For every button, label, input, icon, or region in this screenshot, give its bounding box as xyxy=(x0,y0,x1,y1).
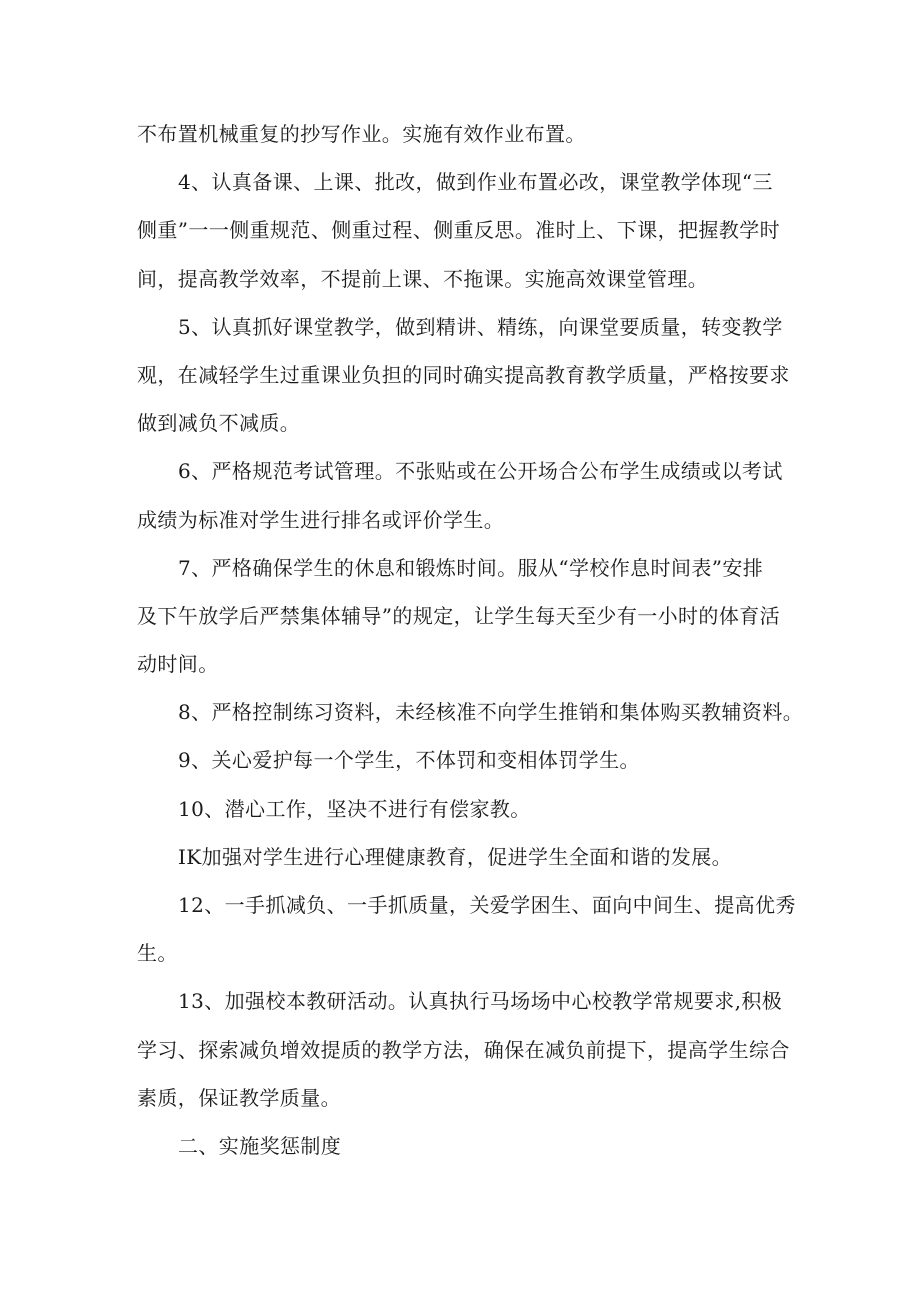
doc-line: 素质，保证教学质量。 xyxy=(137,1085,341,1110)
doc-line: 不布置机械重复的抄写作业。实施有效作业布置。 xyxy=(137,122,586,146)
doc-line: 5、认真抓好课堂教学，做到精讲、精练，向课堂要质量，转变教学 xyxy=(178,314,783,339)
doc-line: 9、关心爱护每一个学生，不体罚和变相体罚学生。 xyxy=(178,748,640,773)
doc-line: 学习、探索减负增效提质的教学方法，确保在减负前提下，提高学生综合 xyxy=(137,1037,790,1062)
doc-line: 4、认真备课、上课、批改，做到作业布置必改，课堂教学体现“三 xyxy=(178,170,773,195)
doc-line: 6、严格规范考试管理。不张贴或在公开场合公布学生成绩或以考试 xyxy=(178,459,783,484)
doc-line: 13、加强校本教研活动。认真执行马场场中心校教学常规要求,积极 xyxy=(178,989,783,1014)
doc-line: 10、潜心工作，坚决不进行有偿家教。 xyxy=(178,796,531,821)
doc-line: 做到减负不减质。 xyxy=(137,411,301,436)
doc-line: 8、严格控制练习资料，未经核准不向学生推销和集体购买教辅资料。 xyxy=(178,700,804,725)
doc-line: 成绩为标准对学生进行排名或评价学生。 xyxy=(137,507,505,532)
doc-line: 12、一手抓减负、一手抓质量，关爱学困生、面向中间生、提高优秀 xyxy=(178,893,796,917)
doc-line: 动时间。 xyxy=(137,652,219,677)
doc-line: 生。 xyxy=(137,941,178,966)
doc-line: 7、严格确保学生的休息和锻炼时间。服从“学校作息时间表”安排 xyxy=(178,555,764,580)
document-body xyxy=(137,110,857,1170)
doc-line: 侧重”一一侧重规范、侧重过程、侧重反思。准时上、下课，把握教学时 xyxy=(137,218,781,243)
doc-line: 间，提高教学效率，不提前上课、不拖课。实施高效课堂管理。 xyxy=(137,266,709,291)
doc-line: 及下午放学后严禁集体辅导”的规定，让学生每天至少有一小时的体育活 xyxy=(137,603,781,628)
section-heading-line: 二、实施奖惩制度 xyxy=(178,1133,342,1158)
doc-line: 观，在减轻学生过重课业负担的同时确实提高教育教学质量，严格按要求 xyxy=(137,362,790,387)
doc-line: IK加强对学生进行心理健康教育，促进学生全面和谐的发展。 xyxy=(178,844,733,869)
